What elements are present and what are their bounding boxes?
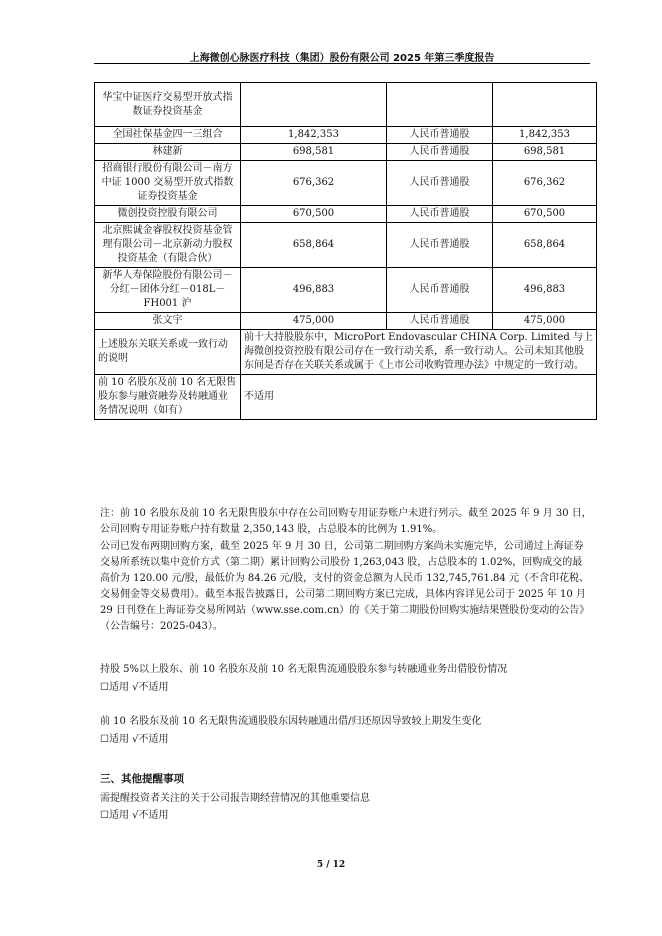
holder-qty: 670,500 (241, 206, 387, 223)
top-holders-table (94, 82, 597, 420)
table-row (95, 83, 597, 127)
table-row (95, 206, 597, 223)
holder-name: 张文宇 (95, 313, 241, 330)
share-amount: 1,842,353 (493, 127, 597, 144)
holder-qty: 1,842,353 (241, 127, 387, 144)
share-amount: 658,864 (493, 223, 597, 268)
share-type: 人民币普通股 (387, 268, 493, 313)
other-matters-description: 需提醒投资者关注的关于公司报告期经营情况的其他重要信息 (100, 793, 370, 804)
table-row (95, 144, 597, 161)
share-type: 人民币普通股 (387, 144, 493, 161)
table-row (95, 375, 597, 420)
related-parties-label: 上述股东关联关系或一致行动的说明 (95, 330, 241, 375)
table-row (95, 268, 597, 313)
holder-qty: 496,883 (241, 268, 387, 313)
holder-name: 华宝中证医疗交易型开放式指数证券投资基金 (95, 83, 241, 127)
share-type: 人民币普通股 (387, 206, 493, 223)
share-amount (493, 83, 597, 127)
table-row (95, 161, 597, 206)
page-number: 5 / 12 (316, 860, 346, 870)
margin-trading-text: 不适用 (241, 375, 597, 420)
other-matters-heading: 三、其他提醒事项 (100, 773, 184, 785)
change-applicability: ☐适用 √不适用 (100, 734, 169, 745)
related-parties-text: 前十大持股股东中，MicroPort Endovascular CHINA Corp. Limited 与上海微创投资控股有限公司存在一致行动关系，系一致行动人。公司未知其他股东间是否存在关联关系或属于《上市公司收购管理办法》中规定的一致行动。 (241, 330, 597, 375)
share-type: 人民币普通股 (387, 127, 493, 144)
lending-applicability: ☐适用 √不适用 (100, 682, 169, 693)
holder-name: 全国社保基金四一三组合 (95, 127, 241, 144)
table-row (95, 223, 597, 268)
header-divider (94, 63, 590, 64)
holder-qty (241, 83, 387, 127)
margin-trading-label: 前 10 名股东及前 10 名无限售股东参与融资融券及转融通业务情况说明（如有） (95, 375, 241, 420)
share-type: 人民币普通股 (387, 223, 493, 268)
share-amount: 475,000 (493, 313, 597, 330)
table-row (95, 313, 597, 330)
holder-qty: 658,864 (241, 223, 387, 268)
table-row (95, 127, 597, 144)
share-amount: 496,883 (493, 268, 597, 313)
share-amount: 670,500 (493, 206, 597, 223)
share-amount: 698,581 (493, 144, 597, 161)
lending-section-title: 持股 5%以上股东、前 10 名股东及前 10 名无限售流通股股东参与转融通业务出借股份情况 (100, 664, 508, 675)
share-type: 人民币普通股 (387, 313, 493, 330)
holder-name: 新华人寿保险股份有限公司－分红－团体分红－018L－FH001 沪 (95, 268, 241, 313)
note-buyback-details: 公司已发布两期回购方案，截至 2025 年 9 月 30 日，公司第二期回购方案尚未实施完毕，公司通过上海证券交易所系统以集中竞价方式（第二期）累计回购公司股份 1,263,043 股，占总股本的 1.02%，回购成交的最高价为 120.00 元/股，最低价为 84.26 元/股，支付的资金总额为人民币 132,745,761.84 元（不含印花税、交易佣金等交易费用）。截至本报告披露日，公司第二期回购方案已完成，具体内容详见公司于 2025 年 10 月 29 日刊登在上海证券交易所网站（www.sse.com.cn）的《关于第二期股份回购实施结果暨股份变动的公告》（公告编号：2025-043）。 (100, 541, 590, 632)
other-matters-applicability: ☐适用 √不适用 (100, 810, 169, 821)
holder-qty: 676,362 (241, 161, 387, 206)
holder-name: 微创投资控股有限公司 (95, 206, 241, 223)
change-section-title: 前 10 名股东及前 10 名无限售流通股股东因转融通出借/归还原因导致较上期发生变化 (100, 716, 482, 727)
share-amount: 676,362 (493, 161, 597, 206)
holder-name: 北京熙诚金睿股权投资基金管理有限公司－北京新动力股权投资基金（有限合伙） (95, 223, 241, 268)
table-row (95, 330, 597, 375)
holder-qty: 698,581 (241, 144, 387, 161)
holder-name: 招商银行股份有限公司－南方中证 1000 交易型开放式指数证券投资基金 (95, 161, 241, 206)
holder-qty: 475,000 (241, 313, 387, 330)
holder-name: 林建新 (95, 144, 241, 161)
share-type (387, 83, 493, 127)
note-treasury-account: 注：前 10 名股东及前 10 名无限售股东中存在公司回购专用证券账户未进行列示。截至 2025 年 9 月 30 日，公司回购专用证券账户持有数量 2,350,143 股，占总股本的比例为 1.91%。 (100, 508, 592, 535)
report-header-title: 上海微创心脉医疗科技（集团）股份有限公司 2025 年第三季度报告 (189, 53, 495, 64)
share-type: 人民币普通股 (387, 161, 493, 206)
